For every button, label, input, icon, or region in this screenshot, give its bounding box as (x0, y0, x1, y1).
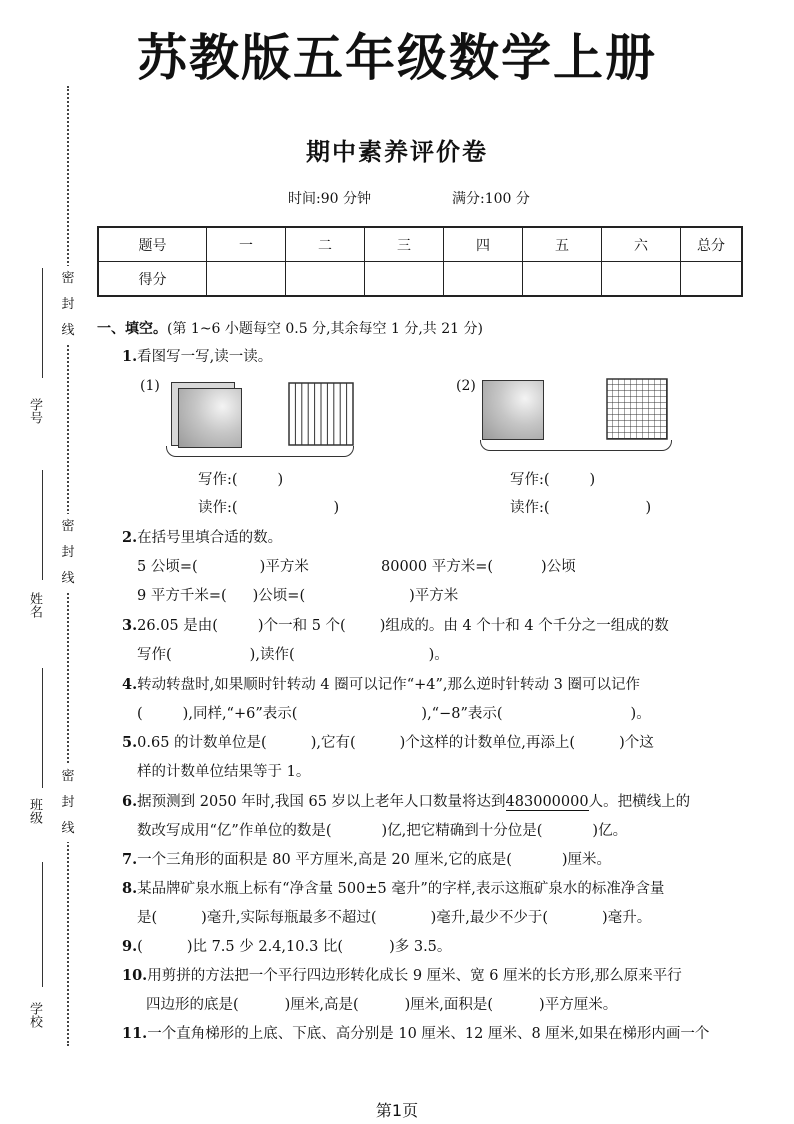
hundred-grid-figure (606, 378, 668, 440)
score-table-cell: 二 (286, 227, 365, 262)
question-9: 9.( )比 7.5 少 2.4,10.3 比( )多 3.5。 (122, 938, 452, 955)
question-7: 7.一个三角形的面积是 80 平方厘米,高是 20 厘米,它的底是( )厘米。 (122, 851, 612, 868)
q1-read-line-2: 读作:( ) (510, 500, 652, 516)
q10-line-2: 四边形的底是( )厘米,高是( )厘米,面积是( )平方厘米。 (146, 997, 618, 1013)
score-input-cell[interactable] (523, 262, 602, 297)
score-table-header-row (98, 227, 742, 262)
name-line[interactable] (42, 470, 43, 580)
score-input-cell[interactable] (286, 262, 365, 297)
question-5: 5.0.65 的计数单位是( ),它有( )个这样的计数单位,再添上( )个这 (122, 734, 654, 751)
seal-mark: 密 封 线 (60, 764, 76, 842)
question-4: 4.转动转盘时,如果顺时针转动 4 圈可以记作“+4”,那么逆时针转动 3 圈可以记作 (122, 676, 640, 693)
q1-write-line-2: 写作:( ) (510, 472, 596, 488)
q1-write-line-1: 写作:( ) (198, 472, 284, 488)
score-input-cell[interactable] (365, 262, 444, 297)
student-id-label: 学号 (27, 398, 42, 424)
q5-line-2: 样的计数单位结果等于 1。 (137, 764, 311, 780)
page-title: 苏教版五年级数学上册 (137, 29, 657, 87)
q4-line-2: ( ),同样,“+6”表示( ),“−8”表示( )。 (137, 706, 651, 722)
score-table-cell: 五 (523, 227, 602, 262)
score-table-cell: 一 (207, 227, 286, 262)
strip-grid-figure (288, 382, 354, 446)
figure-2-square (482, 380, 544, 440)
figure-1-brace (166, 446, 354, 457)
score-table-cell: 总分 (681, 227, 743, 262)
seal-mark: 密 封 线 (60, 266, 76, 344)
score-input-cell[interactable] (444, 262, 523, 297)
question-1: 1.看图写一写,读一读。 (122, 348, 273, 365)
exam-subtitle: 期中素养评价卷 (306, 138, 488, 166)
student-id-line[interactable] (42, 268, 43, 378)
question-2: 2.在括号里填合适的数。 (122, 529, 283, 546)
seal-mark: 密 封 线 (60, 514, 76, 592)
question-11: 11.一个直角梯形的上底、下底、高分别是 10 厘米、12 厘米、8 厘米,如果在梯形内画一个 (122, 1025, 710, 1042)
score-table-score-row (98, 262, 742, 297)
score-table-cell: 四 (444, 227, 523, 262)
score-label-cell: 得分 (98, 262, 207, 297)
q2-line-2: 9 平方千米=( )公顷=( )平方米 (137, 588, 459, 604)
score-table-cell: 六 (602, 227, 681, 262)
figure-2-brace (480, 440, 672, 451)
school-label: 学校 (27, 1002, 42, 1028)
class-line[interactable] (42, 668, 43, 788)
q1-read-line-1: 读作:( ) (198, 500, 340, 516)
school-line[interactable] (42, 862, 43, 987)
class-label: 班级 (27, 798, 42, 824)
q8-line-2: 是( )毫升,实际每瓶最多不超过( )毫升,最少不少于( )毫升。 (137, 910, 652, 926)
page-number: 第1页 (375, 1101, 419, 1120)
score-input-cell[interactable] (207, 262, 286, 297)
question-3: 3.26.05 是由( )个一和 5 个( )组成的。由 4 个十和 4 个千分之一组成的数 (122, 617, 669, 634)
question-10: 10.用剪拼的方法把一个平行四边形转化成长 9 厘米、宽 6 厘米的长方形,那么原来平行 (122, 967, 682, 984)
q3-line-2: 写作( ),读作( )。 (137, 647, 449, 663)
figure-1-label: (1) (140, 378, 160, 394)
q6-line-2: 数改写成用“亿”作单位的数是( )亿,把它精确到十分位是( )亿。 (137, 823, 628, 839)
q2-line-1: 5 公顷=( )平方米 (137, 559, 309, 575)
score-input-cell[interactable] (681, 262, 743, 297)
score-table-cell: 三 (365, 227, 444, 262)
exam-full-score: 满分:100 分 (452, 191, 530, 207)
score-table-cell: 题号 (98, 227, 207, 262)
figure-2-label: (2) (456, 378, 476, 394)
underlined-number: 483000000 (505, 794, 589, 810)
question-8: 8.某品牌矿泉水瓶上标有“净含量 500±5 毫升”的字样,表示这瓶矿泉水的标准净含量 (122, 880, 665, 897)
q2-line-1b: 80000 平方米=( )公顷 (381, 559, 576, 575)
section-heading: 一、填空。(第 1~6 小题每空 0.5 分,其余每空 1 分,共 21 分) (97, 321, 483, 337)
score-input-cell[interactable] (602, 262, 681, 297)
exam-time: 时间:90 分钟 (288, 191, 371, 207)
score-table (97, 226, 743, 297)
name-label: 姓名 (27, 592, 42, 618)
question-6: 6.据预测到 2050 年时,我国 65 岁以上老年人口数量将达到483000000人。把横线上的 (122, 793, 691, 810)
